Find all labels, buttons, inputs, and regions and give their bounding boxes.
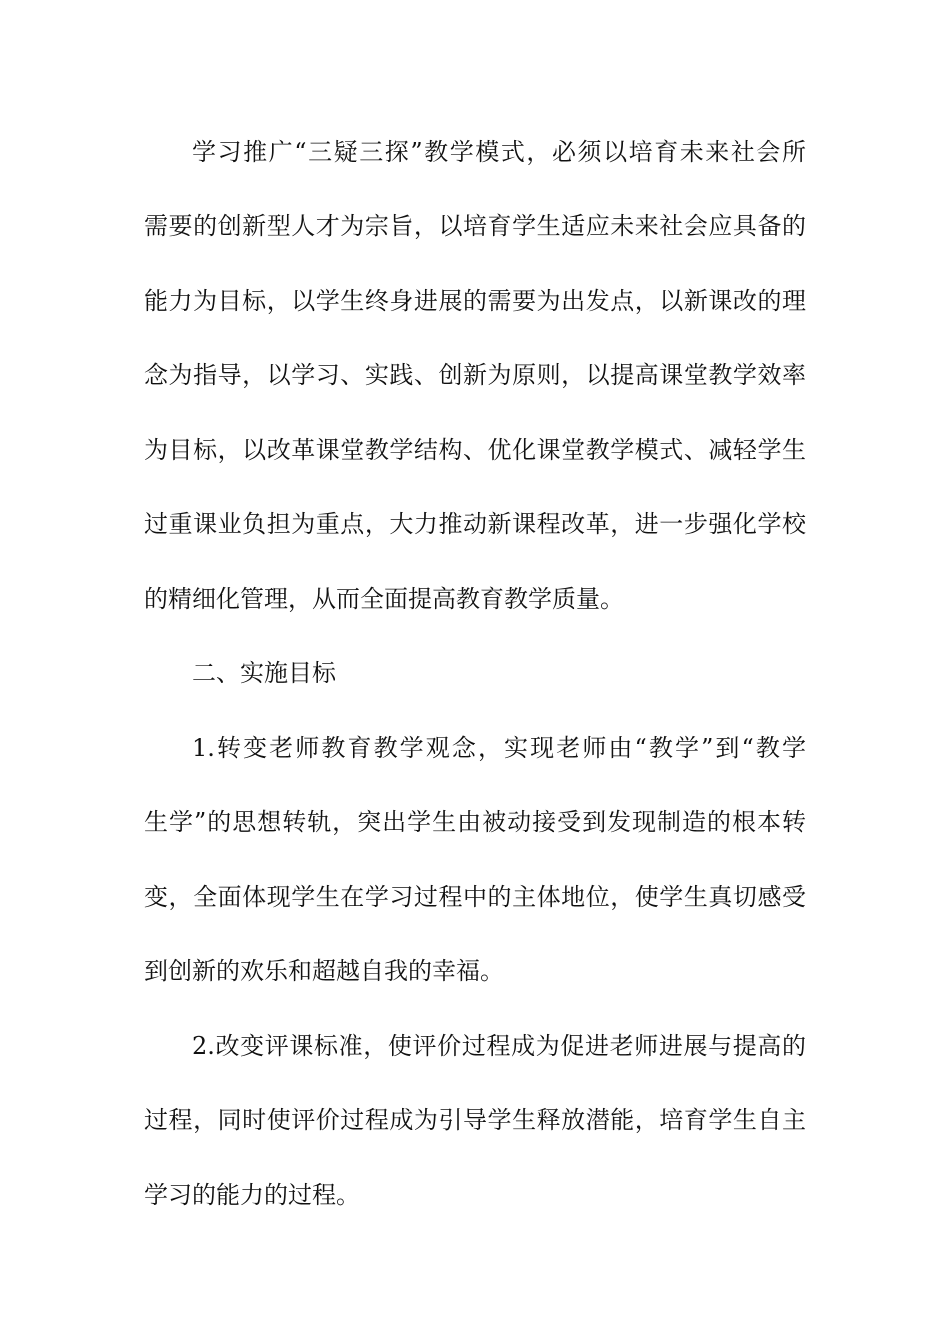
paragraph-line: 能力为目标，以学生终身进展的需要为出发点，以新课改的理	[144, 287, 806, 315]
paragraph-line: 1.转变老师教育教学观念，实现老师由“教学”到“教学	[192, 734, 806, 762]
paragraph-line: 生学”的思想转轨，突出学生由被动接受到发现制造的根本转	[144, 808, 806, 836]
paragraph-line: 的精细化管理，从而全面提高教育教学质量。	[144, 585, 624, 613]
paragraph-line: 2.改变评课标准，使评价过程成为促进老师进展与提高的	[192, 1032, 806, 1060]
paragraph-line: 念为指导，以学习、实践、创新为原则，以提高课堂教学效率	[144, 361, 806, 389]
paragraph-line: 需要的创新型人才为宗旨，以培育学生适应未来社会应具备的	[144, 212, 806, 240]
section-heading: 二、实施目标	[192, 659, 336, 687]
paragraph-line: 学习推广“三疑三探”教学模式，必须以培育未来社会所	[192, 138, 806, 166]
paragraph-line: 为目标，以改革课堂教学结构、优化课堂教学模式、减轻学生	[144, 436, 806, 464]
paragraph-line: 变，全面体现学生在学习过程中的主体地位，使学生真切感受	[144, 883, 806, 911]
paragraph-line: 学习的能力的过程。	[144, 1181, 360, 1209]
paragraph-line: 过程，同时使评价过程成为引导学生释放潜能，培育学生自主	[144, 1106, 806, 1134]
paragraph-line: 到创新的欢乐和超越自我的幸福。	[144, 957, 504, 985]
paragraph-line: 过重课业负担为重点，大力推动新课程改革，进一步强化学校	[144, 510, 806, 538]
